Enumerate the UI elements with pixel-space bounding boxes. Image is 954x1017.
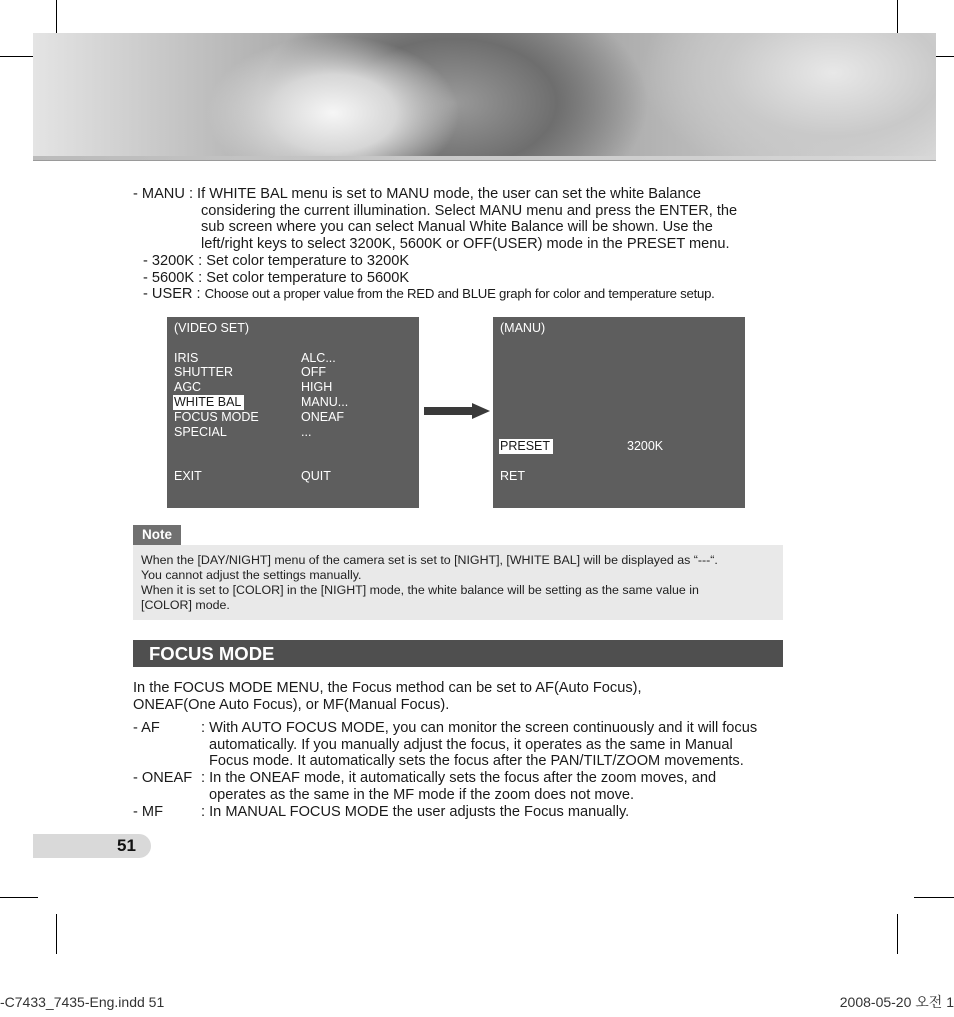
osd-row-value: ALC... (301, 351, 336, 365)
manu-line-1: - MANU : If WHITE BAL menu is set to MANU mode, the user can set the white Balance (133, 186, 702, 202)
mf-line: : In MANUAL FOCUS MODE the user adjusts the Focus manually. (201, 804, 630, 820)
mf-label: - MF (133, 804, 163, 820)
osd-ret-label: RET (500, 469, 525, 483)
focus-intro-line: ONEAF(One Auto Focus), or MF(Manual Focus). (133, 697, 450, 713)
osd-exit-label: EXIT (174, 469, 202, 483)
note-line: [COLOR] mode. (141, 598, 230, 612)
oneaf-label: - ONEAF (133, 770, 193, 786)
osd-title: (MANU) (500, 321, 546, 335)
crop-mark (56, 914, 57, 954)
note-line: When the [DAY/NIGHT] menu of the camera set is set to [NIGHT], [WHITE BAL] will be displayed as “---“. (141, 553, 718, 567)
osd-row-value: ... (301, 425, 312, 439)
banner-divider (33, 156, 936, 160)
note-tab: Note (133, 525, 181, 545)
osd-preset-value: 3200K (627, 439, 664, 453)
preset-user-label: - USER : (143, 286, 205, 302)
osd-row-label: SHUTTER (174, 365, 234, 379)
preset-user-item (143, 286, 715, 303)
oneaf-line: : In the ONEAF mode, it automatically sets the focus after the zoom moves, and (201, 770, 717, 786)
manu-line-4: left/right keys to select 3200K, 5600K or OFF(USER) mode in the PRESET menu. (201, 236, 730, 252)
manu-line-3: sub screen where you can select Manual White Balance will be shown. Use the (201, 219, 713, 235)
note-line: When it is set to [COLOR] in the [NIGHT] mode, the white balance will be setting as the same value in (141, 583, 699, 597)
crop-mark (897, 914, 898, 954)
footer-date: 2008-05-20 오전 1 (839, 994, 954, 1010)
osd-row-value: OFF (301, 365, 326, 379)
oneaf-line: operates as the same in the MF mode if the zoom does not move. (209, 787, 635, 803)
footer-file-info: -C7433_7435-Eng.indd 51 (0, 994, 165, 1010)
osd-title: (VIDEO SET) (174, 321, 250, 335)
af-line: automatically. If you manually adjust the focus, it operates as the same in Manual (209, 737, 733, 753)
crop-mark (914, 897, 954, 898)
af-line: Focus mode. It automatically sets the focus after the PAN/TILT/ZOOM movements. (209, 753, 744, 769)
osd-video-set-screen (167, 317, 419, 508)
osd-row-label: SPECIAL (174, 425, 227, 439)
osd-row-value: ONEAF (301, 410, 345, 424)
osd-row-label: FOCUS MODE (174, 410, 259, 424)
section-heading-focus-mode: FOCUS MODE (133, 640, 783, 667)
osd-row-label-selected: WHITE BAL (173, 395, 244, 410)
focus-intro-line: In the FOCUS MODE MENU, the Focus method can be set to AF(Auto Focus), (133, 680, 642, 696)
crop-mark (0, 897, 38, 898)
preset-3200k-item: - 3200K : Set color temperature to 3200K (143, 253, 410, 269)
osd-row-label: IRIS (174, 351, 199, 365)
manu-line-2: considering the current illumination. Select MANU menu and press the ENTER, the (201, 203, 738, 219)
af-label: - AF (133, 720, 160, 736)
preset-user-text: Choose out a proper value from the RED and BLUE graph for color and temperature setup. (204, 286, 715, 301)
osd-row-value: HIGH (301, 380, 333, 394)
preset-5600k-item: - 5600K : Set color temperature to 5600K (143, 270, 410, 286)
af-line: : With AUTO FOCUS MODE, you can monitor the screen continuously and it will focus (201, 720, 758, 736)
osd-manu-screen (493, 317, 745, 508)
header-banner-image (33, 33, 936, 161)
osd-row-value: MANU... (301, 395, 349, 409)
note-line: You cannot adjust the settings manually. (141, 568, 362, 582)
arrow-right-icon (424, 403, 490, 419)
page-number: 51 (117, 836, 136, 855)
osd-exit-value: QUIT (301, 469, 331, 483)
osd-row-label: AGC (174, 380, 202, 394)
note-box (133, 545, 783, 620)
osd-preset-label-selected: PRESET (499, 439, 553, 454)
